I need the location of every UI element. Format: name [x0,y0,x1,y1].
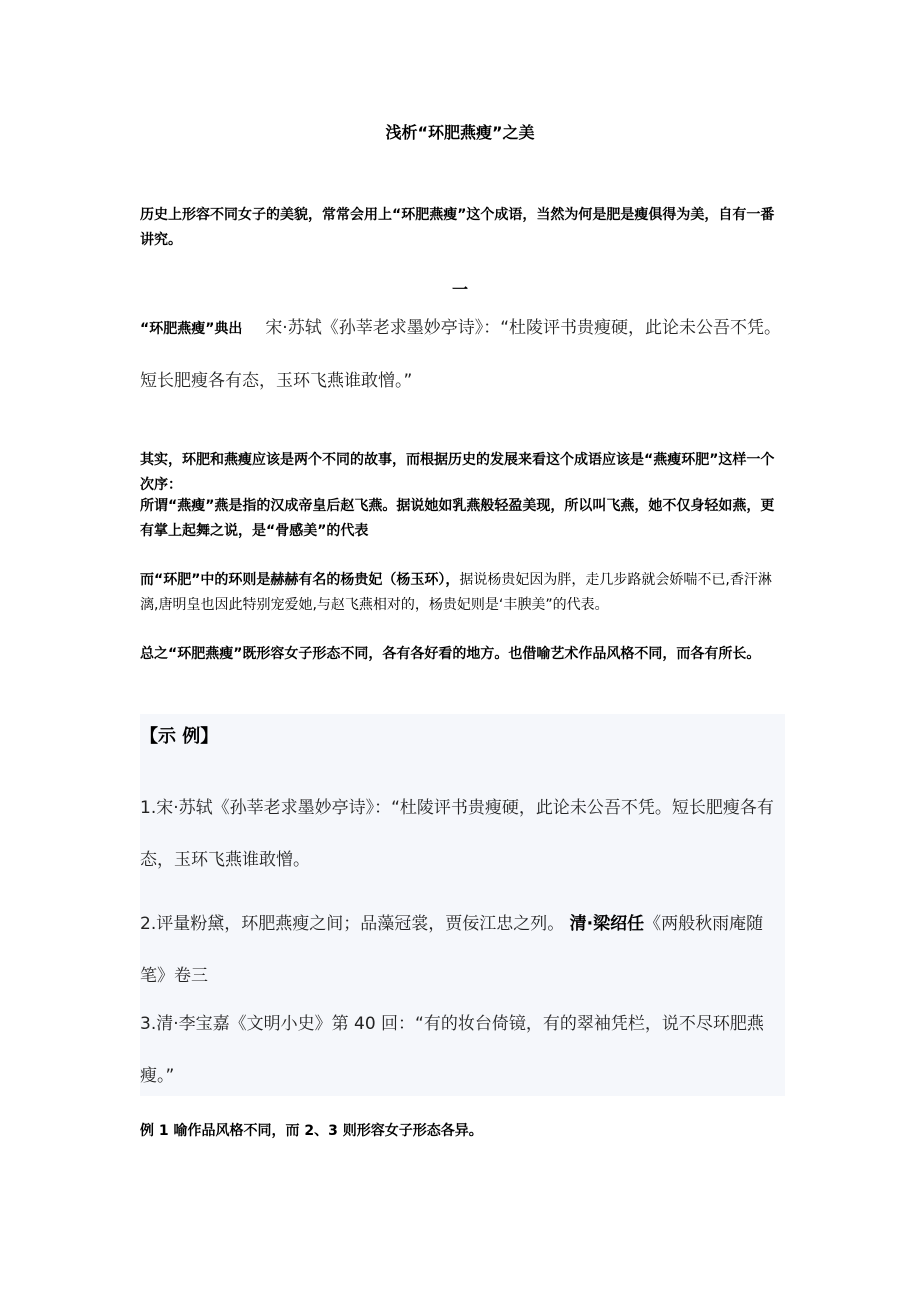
example-item-3: 3.清·李宝嘉《文明小史》第 40 回：“有的妆台倚镜，有的翠袖凭栏，说不尽环肥燕瘦。” [140,1014,764,1086]
huan-normal-text: 据说杨贵妃因为胖，走几步路就会娇喘不已,香汗淋漓,唐明皇也因此特别宠爱她,与赵飞燕相对的，杨贵妃则是‘丰腴美”的代表。 [140,572,772,613]
order-paragraph: 其实，环肥和燕瘦应该是两个不同的故事，而根据历史的发展来看这个成语应该是“燕瘦环肥”这样一个次序： [140,452,775,493]
huan-bold-text: 而“环肥”中的环则是赫赫有名的杨贵妃（杨玉环）， [140,572,460,588]
page-title: 浅析“环肥燕瘦”之美 [385,123,535,142]
origin-quote: 宋·苏轼《孙莘老求墨妙亭诗》：“杜陵评书贵瘦硬，此论未公吾不凭。短长肥瘦各有态，玉环飞燕谁敢憎。” [140,318,782,391]
example-item-2-source: 《两般秋雨庵随笔》卷三 [140,914,764,986]
origin-label: “环肥燕瘦”典出 [140,321,243,337]
example-item-2-text: 2.评量粉黛，环肥燕瘦之间；品藻冠裳，贾佞江忠之列。 [140,914,565,934]
yan-paragraph: 所谓“燕瘦”燕是指的汉成帝皇后赵飞燕。据说她如乳燕般轻盈美现，所以叫飞燕，她不仅身轻如燕，更有掌上起舞之说，是“骨感美”的代表 [140,498,775,539]
summary-paragraph: 总之“环肥燕瘦”既形容女子形态不同，各有各好看的地方。也借喻艺术作品风格不同，而各有所长。 [140,646,761,662]
example-item-2 [140,898,785,1002]
intro-paragraph: 历史上形容不同女子的美貌，常常会用上“环肥燕瘦”这个成语，当然为何是肥是瘦俱得为美，自有一番讲究。 [140,207,775,248]
examples-box [140,714,785,1096]
examples-heading: 【示 例】 [140,726,219,747]
origin-paragraph [140,302,785,408]
section-numeral: 一 [451,280,468,299]
example-item-1: 1.宋·苏轼《孙莘老求墨妙亭诗》：“杜陵评书贵瘦硬，此论未公吾不凭。短长肥瘦各有态，玉环飞燕谁敢憎。 [140,798,774,870]
huan-paragraph [140,568,785,618]
footnote-paragraph: 例 1 喻作品风格不同，而 2、3 则形容女子形态各异。 [140,1123,483,1139]
example-item-2-author: 清·梁绍任 [569,914,645,934]
